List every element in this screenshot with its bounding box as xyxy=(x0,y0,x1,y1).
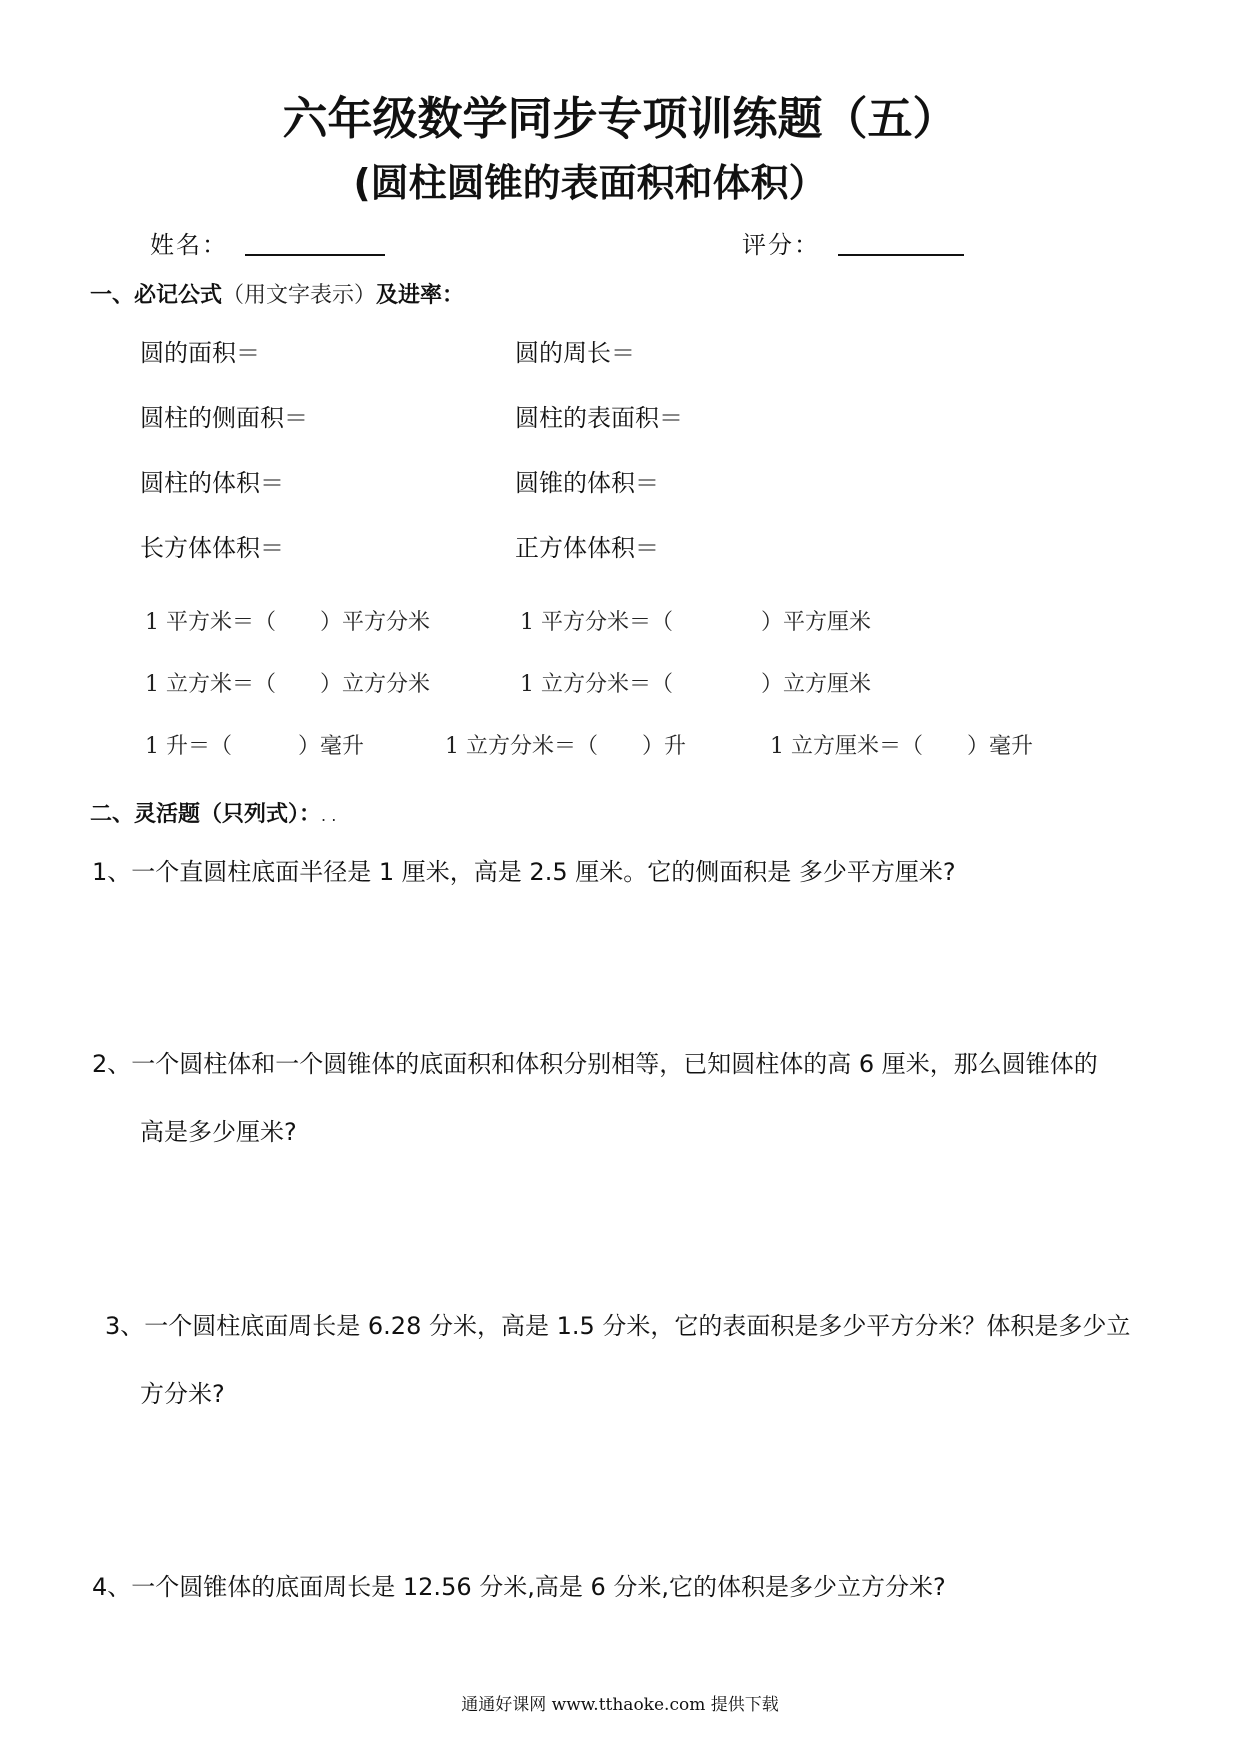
score-field[interactable] xyxy=(838,254,964,256)
conversion-item: 1 平方米＝（ ）平方分米 xyxy=(145,610,430,635)
conversion-item: 1 立方分米＝（ ）升 xyxy=(445,734,686,759)
question-4: 4、一个圆锥体的底面周长是 12.56 分米,高是 6 分米,它的体积是多少立方分米? xyxy=(92,1573,946,1601)
formula-cuboid-volume: 长方体体积＝ xyxy=(140,534,284,562)
conversion-item: 1 立方分米＝（ ）立方厘米 xyxy=(520,672,871,697)
formula-cylinder-volume: 圆柱的体积＝ xyxy=(140,469,284,497)
question-2: 2、一个圆柱体和一个圆锥体的底面积和体积分别相等，已知圆柱体的高 6 厘米，那么圆锥体的 xyxy=(92,1050,1098,1078)
question-1: 1、一个直圆柱底面半径是 1 厘米，高是 2.5 厘米。它的侧面积是 多少平方厘米? xyxy=(92,858,956,886)
section1-suffix: 及进率： xyxy=(376,283,465,308)
name-field[interactable] xyxy=(245,254,385,256)
formula-cylinder-lateral-area: 圆柱的侧面积＝ xyxy=(140,404,308,432)
question-2-continued: 高是多少厘米? xyxy=(140,1118,297,1146)
footer-credit: 通通好课网 www.tthaoke.com 提供下载 xyxy=(461,1695,779,1715)
formula-circle-area: 圆的面积＝ xyxy=(140,339,260,367)
section2-heading xyxy=(90,797,336,828)
page-title: 六年级数学同步专项训练题（五） xyxy=(282,92,958,145)
section2-dots: . . xyxy=(321,806,337,825)
section1-label: 一、必记公式 xyxy=(90,283,223,308)
conversion-item: 1 立方米＝（ ）立方分米 xyxy=(145,672,430,697)
formula-circle-circumference: 圆的周长＝ xyxy=(515,339,635,367)
name-label: 姓名： xyxy=(150,231,228,259)
section1-note: （用文字表示） xyxy=(222,283,377,308)
formula-cylinder-surface-area: 圆柱的表面积＝ xyxy=(515,404,683,432)
formula-cube-volume: 正方体体积＝ xyxy=(515,534,659,562)
conversion-item: 1 平方分米＝（ ）平方厘米 xyxy=(520,610,871,635)
section1-heading xyxy=(90,278,464,309)
page-subtitle: (圆柱圆锥的表面积和体积） xyxy=(353,161,827,205)
formula-cone-volume: 圆锥的体积＝ xyxy=(515,469,659,497)
section2-label: 二、灵活题（只列式）： xyxy=(90,802,322,827)
conversion-item: 1 升＝（ ）毫升 xyxy=(145,734,364,759)
question-3: 3、一个圆柱底面周长是 6.28 分米，高是 1.5 分米，它的表面积是多少平方分米？体积是多少立 xyxy=(105,1312,1131,1340)
score-label: 评分： xyxy=(742,231,820,259)
question-3-continued: 方分米? xyxy=(140,1380,225,1408)
conversion-item: 1 立方厘米＝（ ）毫升 xyxy=(770,734,1033,759)
